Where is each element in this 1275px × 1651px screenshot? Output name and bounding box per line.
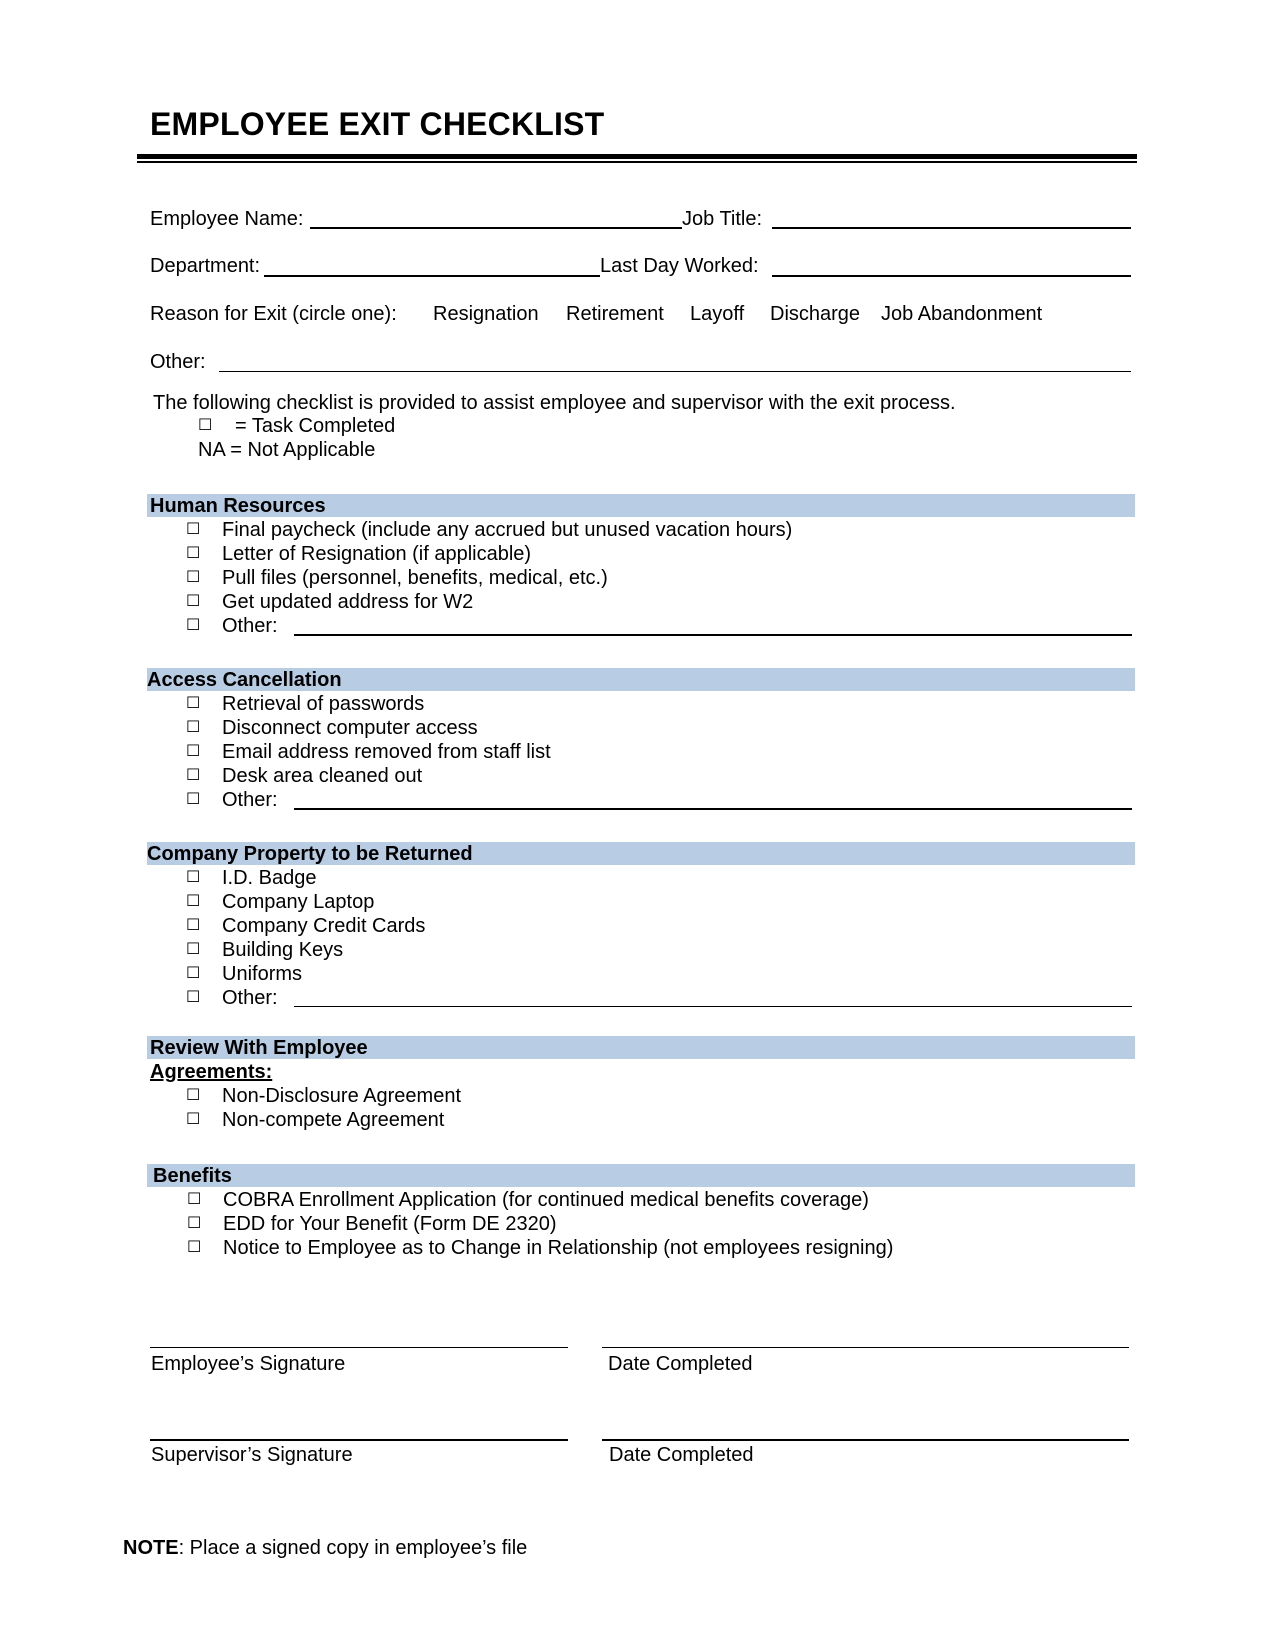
checklist-item	[186, 938, 1132, 962]
section-title: Company Property to be Returned	[147, 843, 473, 865]
section-header-benefits	[147, 1164, 1135, 1187]
benefits-list	[187, 1188, 1133, 1260]
checkbox-icon[interactable]: ☐	[186, 869, 201, 886]
reason-option-retirement[interactable]: Retirement	[566, 303, 664, 325]
item-label: COBRA Enrollment Application (for continued medical benefits coverage)	[223, 1189, 869, 1211]
item-label: Email address removed from staff list	[222, 741, 551, 763]
checkbox-icon[interactable]: ☐	[187, 1215, 202, 1232]
supervisor-signature-label: Supervisor’s Signature	[151, 1444, 353, 1466]
item-label: Get updated address for W2	[222, 591, 474, 613]
reason-option-resignation[interactable]: Resignation	[433, 303, 539, 325]
title-rule-thin	[137, 161, 1137, 163]
checkbox-icon[interactable]: ☐	[186, 941, 201, 958]
item-label: Letter of Resignation (if applicable)	[222, 543, 532, 565]
intro-text: The following checklist is provided to assist employee and supervisor with the exit process.	[153, 392, 956, 414]
checklist-item	[186, 914, 1132, 938]
checklist-item-other	[186, 788, 1132, 812]
checklist-item	[187, 1188, 1133, 1212]
department-field[interactable]	[264, 275, 600, 277]
reason-option-layoff[interactable]: Layoff	[690, 303, 745, 325]
employee-signature-label: Employee’s Signature	[151, 1353, 346, 1375]
date-completed-line-1[interactable]	[602, 1347, 1129, 1348]
section-title: Benefits	[153, 1165, 232, 1187]
checkbox-icon[interactable]: ☐	[186, 767, 201, 784]
item-label: Other:	[222, 987, 278, 1009]
checklist-item-other	[186, 986, 1132, 1010]
item-label: EDD for Your Benefit (Form DE 2320)	[223, 1213, 557, 1235]
checkbox-icon[interactable]: ☐	[186, 1087, 201, 1104]
item-label: Building Keys	[222, 939, 344, 961]
checklist-item	[186, 764, 1132, 788]
checklist-item	[186, 716, 1132, 740]
agreements-list	[186, 1084, 1132, 1132]
checklist-item	[186, 962, 1132, 986]
checkbox-icon[interactable]: ☐	[186, 695, 201, 712]
section-title: Human Resources	[150, 495, 326, 517]
checkbox-icon[interactable]: ☐	[186, 743, 201, 760]
title-rule-thick	[137, 154, 1137, 159]
reason-label: Reason for Exit (circle one):	[150, 303, 397, 325]
section-header-company-property	[147, 842, 1135, 865]
other-line-field[interactable]	[294, 634, 1132, 636]
item-label: Uniforms	[222, 963, 303, 985]
checkbox-icon[interactable]: ☐	[186, 1111, 201, 1128]
checkbox-icon[interactable]: ☐	[186, 569, 201, 586]
date-completed-label-1: Date Completed	[608, 1353, 753, 1375]
item-label: Other:	[222, 615, 278, 637]
checkbox-icon[interactable]: ☐	[186, 791, 201, 808]
section-header-review-with-employee	[147, 1036, 1135, 1059]
reason-option-job-abandonment[interactable]: Job Abandonment	[881, 303, 1043, 325]
checklist-item	[186, 542, 1132, 566]
page-title: EMPLOYEE EXIT CHECKLIST	[150, 106, 605, 142]
section-title: Review With Employee	[150, 1037, 368, 1059]
checkbox-icon[interactable]: ☐	[186, 617, 201, 634]
access-cancellation-list	[186, 692, 1132, 812]
reason-option-discharge[interactable]: Discharge	[770, 303, 861, 325]
note-label: NOTE	[123, 1537, 179, 1559]
item-label: Desk area cleaned out	[222, 765, 423, 787]
item-label: Non-compete Agreement	[222, 1109, 445, 1131]
footer-note	[123, 1536, 527, 1560]
supervisor-signature-line[interactable]	[150, 1439, 568, 1441]
item-label: Company Laptop	[222, 891, 375, 913]
department-label: Department:	[150, 255, 261, 277]
job-title-label: Job Title:	[682, 208, 763, 230]
checkbox-icon[interactable]: ☐	[186, 893, 201, 910]
employee-name-label: Employee Name:	[150, 208, 304, 230]
checkbox-icon[interactable]: ☐	[186, 521, 201, 538]
job-title-field[interactable]	[772, 227, 1131, 229]
checkbox-icon[interactable]: ☐	[186, 917, 201, 934]
checklist-item	[187, 1212, 1133, 1236]
company-property-list	[186, 866, 1132, 1010]
legend-checkbox-icon: ☐	[198, 417, 213, 434]
checkbox-icon[interactable]: ☐	[186, 965, 201, 982]
checkbox-icon[interactable]: ☐	[187, 1191, 202, 1208]
last-day-worked-field[interactable]	[772, 275, 1131, 277]
checklist-item	[186, 566, 1132, 590]
section-header-human-resources	[147, 494, 1135, 517]
item-label: Retrieval of passwords	[222, 693, 425, 715]
agreements-subheading: Agreements:	[150, 1061, 273, 1083]
last-day-worked-label: Last Day Worked:	[600, 255, 759, 277]
other-line-field[interactable]	[294, 808, 1132, 810]
employee-signature-line[interactable]	[150, 1347, 568, 1348]
checklist-item-other	[186, 614, 1132, 638]
checkbox-icon[interactable]: ☐	[186, 989, 201, 1006]
human-resources-list	[186, 518, 1132, 638]
checklist-item	[186, 866, 1132, 890]
item-label: Final paycheck (include any accrued but unused vacation hours)	[222, 519, 793, 541]
checklist-item	[186, 740, 1132, 764]
legend-task-completed: = Task Completed	[235, 415, 396, 437]
item-label: I.D. Badge	[222, 867, 317, 889]
checklist-item	[186, 1084, 1132, 1108]
item-label: Non-Disclosure Agreement	[222, 1085, 461, 1107]
other-field[interactable]	[219, 371, 1131, 372]
item-label: Disconnect computer access	[222, 717, 478, 739]
checkbox-icon[interactable]: ☐	[186, 593, 201, 610]
date-completed-line-2[interactable]	[602, 1439, 1129, 1441]
legend-not-applicable: NA = Not Applicable	[198, 439, 376, 461]
checkbox-icon[interactable]: ☐	[186, 719, 201, 736]
item-label: Pull files (personnel, benefits, medical, etc.)	[222, 567, 608, 589]
item-label: Company Credit Cards	[222, 915, 426, 937]
note-text: : Place a signed copy in employee’s file	[178, 1537, 528, 1559]
reason-for-exit-row	[150, 302, 1110, 326]
item-label: Notice to Employee as to Change in Relationship (not employees resigning)	[223, 1237, 894, 1259]
employee-name-field[interactable]	[310, 227, 682, 229]
section-header-access-cancellation	[147, 668, 1135, 691]
item-label: Other:	[222, 789, 278, 811]
checklist-item	[186, 1108, 1132, 1132]
checklist-item	[186, 590, 1132, 614]
checklist-item	[187, 1236, 1133, 1260]
checklist-item	[186, 692, 1132, 716]
checkbox-icon[interactable]: ☐	[186, 545, 201, 562]
date-completed-label-2: Date Completed	[609, 1444, 754, 1466]
checkbox-icon[interactable]: ☐	[187, 1239, 202, 1256]
checklist-item	[186, 890, 1132, 914]
other-line-field[interactable]	[294, 1006, 1132, 1007]
other-label: Other:	[150, 351, 206, 373]
section-title: Access Cancellation	[147, 669, 342, 691]
checklist-item	[186, 518, 1132, 542]
